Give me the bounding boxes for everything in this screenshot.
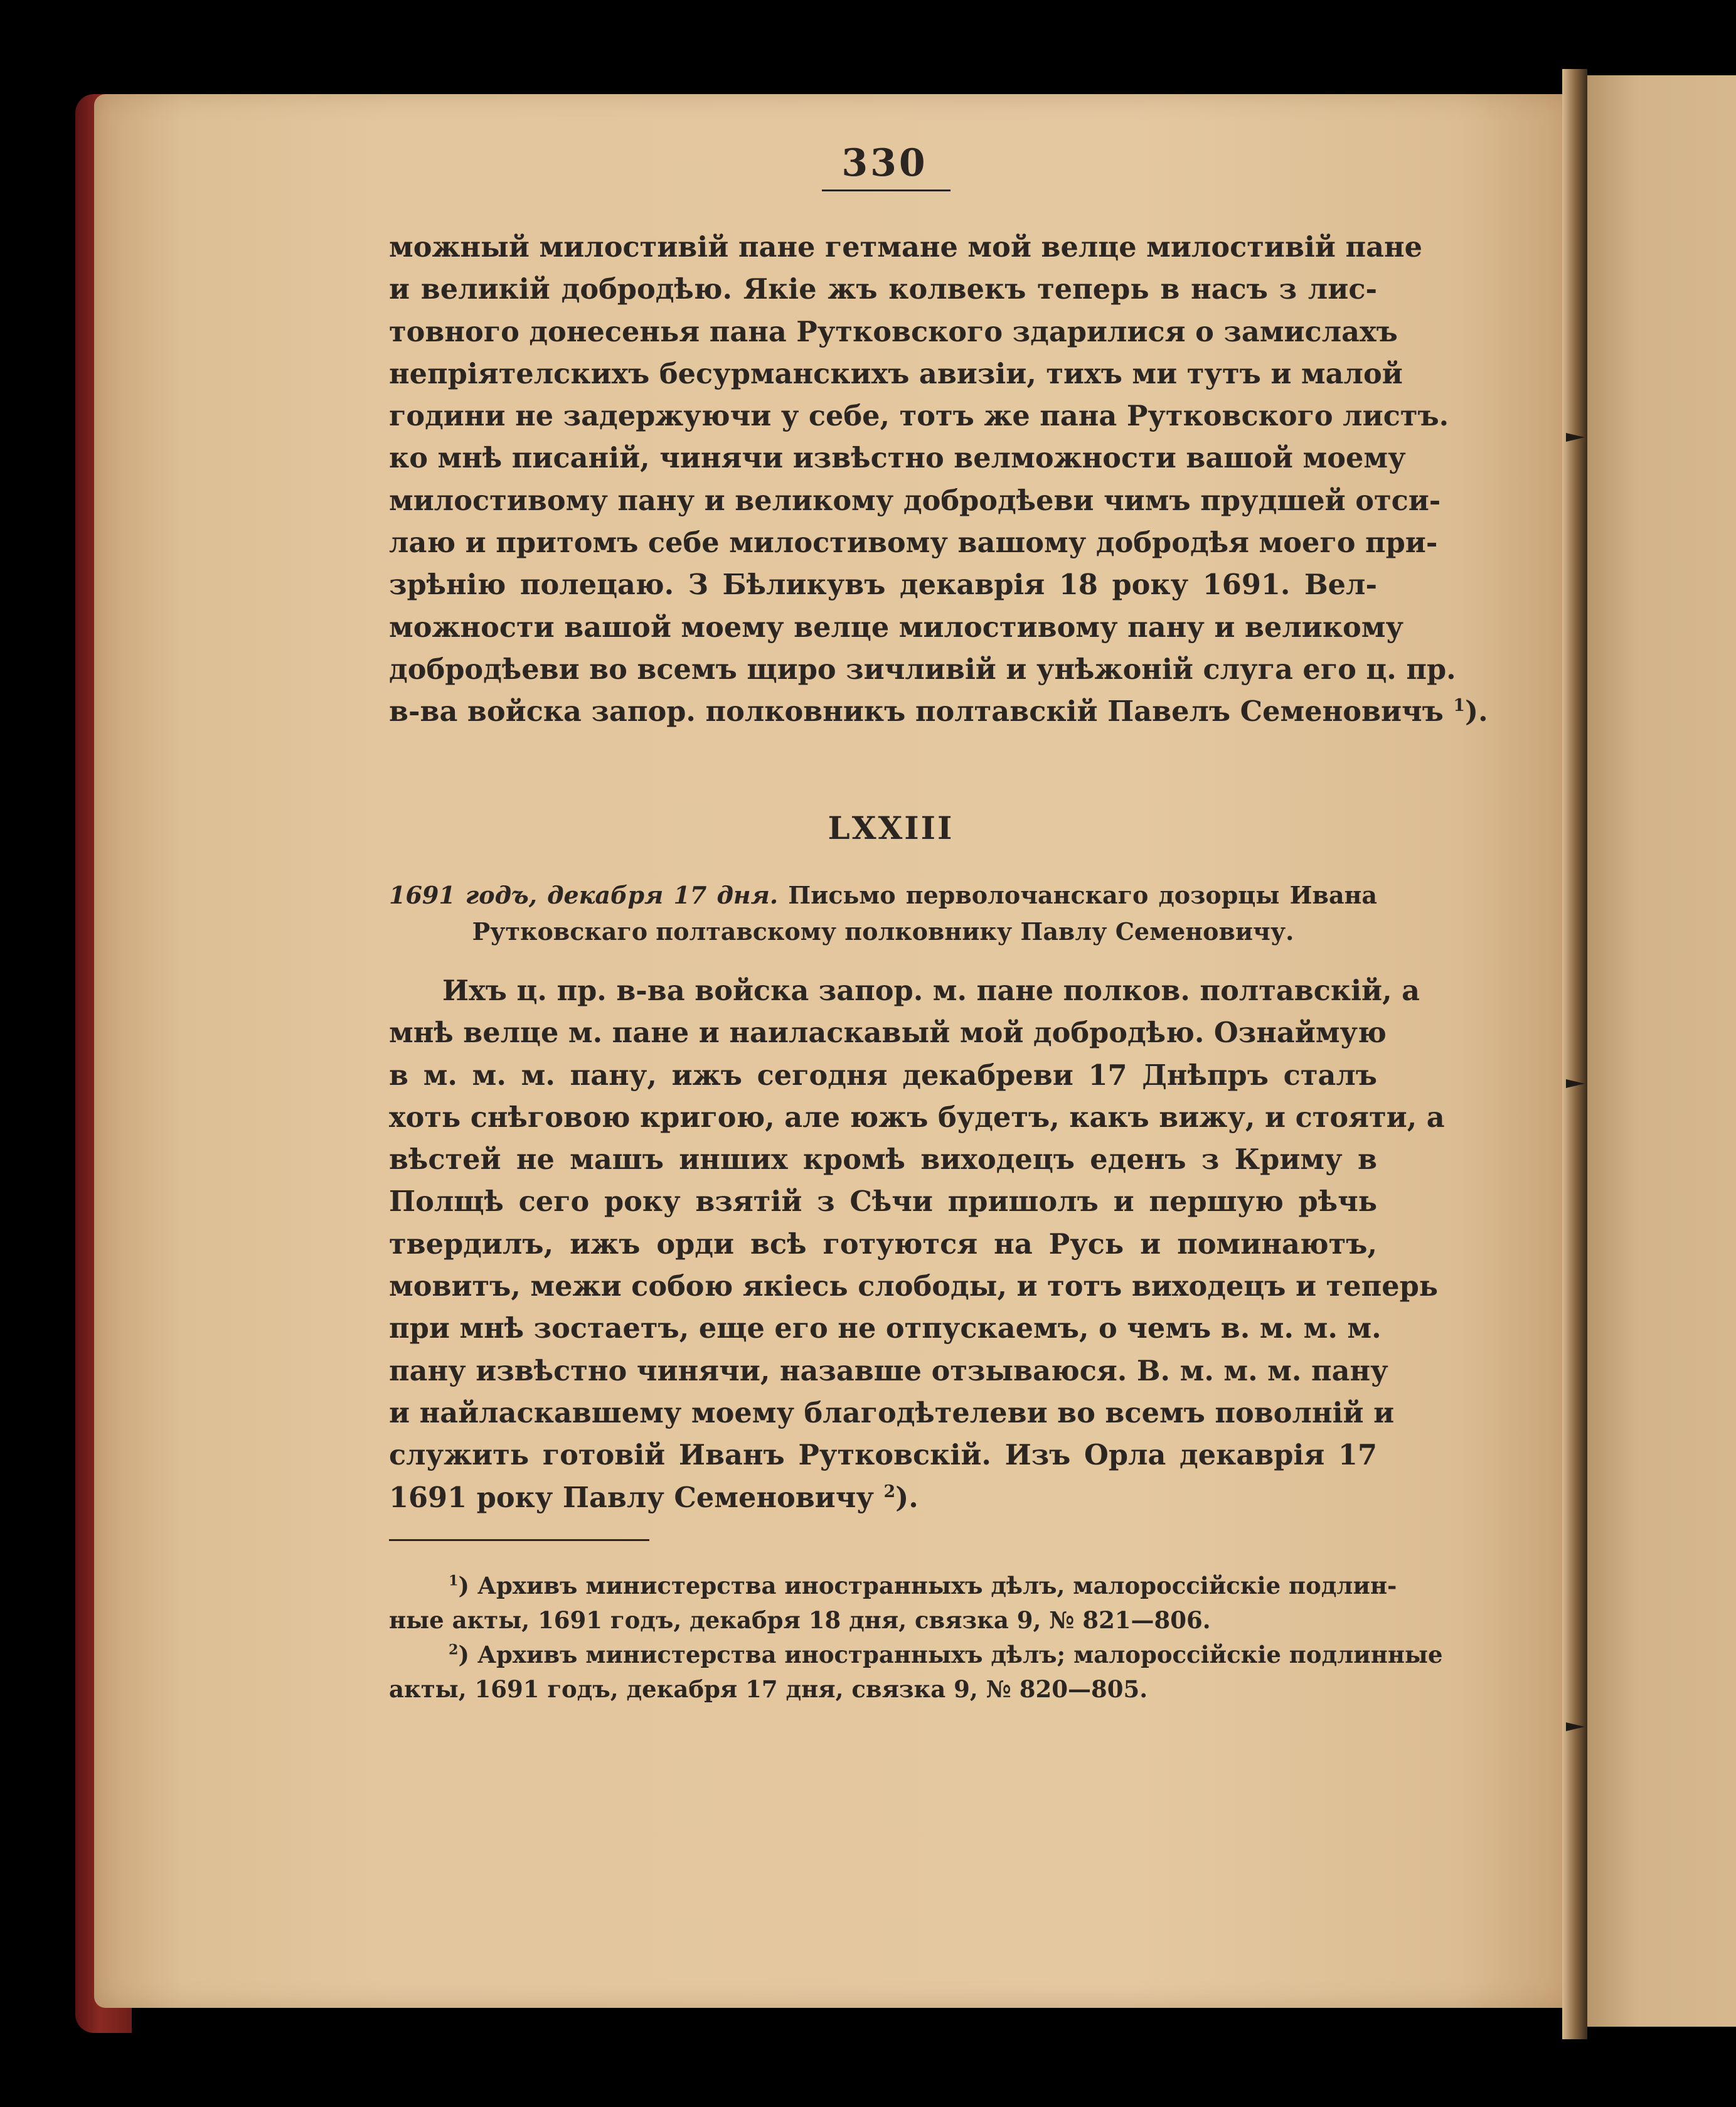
footnote-marker: 1 bbox=[449, 1572, 459, 1589]
text-line: служить готовій Иванъ Рутковскій. Изъ Орла декаврія 17 bbox=[389, 1438, 1377, 1472]
text-line: пану извѣстно чинячи, назавше отзываюся. В. м. м. м. пану bbox=[389, 1353, 1388, 1387]
footnote-2-line-2: акты, 1691 годъ, декабря 17 дня, связка 9, № 820—805. bbox=[389, 1675, 1148, 1703]
text-line: хоть снѣговою кригою, але южъ будетъ, какъ вижу, и стояти, а bbox=[389, 1100, 1445, 1134]
text-line: можности вашой моему велце милостивому пану и великому bbox=[389, 610, 1404, 644]
footnote-rule bbox=[389, 1539, 649, 1541]
section-number: LXXIII bbox=[828, 809, 954, 846]
paragraph-1 bbox=[389, 226, 1488, 733]
text-line-end: ). bbox=[895, 1480, 919, 1514]
footnote-ref: 1 bbox=[1453, 696, 1466, 716]
text-line: при мнѣ зостаетъ, еще его не отпускаемъ, о чемъ в. м. м. м. bbox=[389, 1311, 1382, 1345]
heading-line-1 bbox=[389, 877, 1377, 914]
text-line: в м. м. м. пану, ижъ сегодня декабреви 17 Днѣпръ сталъ bbox=[389, 1058, 1377, 1092]
text-line: твердилъ, ижъ орди всѣ готуются на Русь и поминаютъ, bbox=[389, 1227, 1377, 1261]
text-line: можный милостивій пане гетмане мой велце милостивій пане bbox=[389, 230, 1423, 264]
text-line: лаю и притомъ себе милостивому вашому добродѣя моего при- bbox=[389, 526, 1438, 560]
text-line: и найласкавшему моему благодѣтелеви во всемъ поволній и bbox=[389, 1395, 1395, 1429]
text-line: товного донесенья пана Рутковского здарилися о замислахъ bbox=[389, 314, 1398, 348]
text-line: зрѣнію полецаю. З Бѣликувъ декаврія 18 року 1691. Вел- bbox=[389, 568, 1377, 602]
text-line: Ихъ ц. пр. в-ва войска запор. м. пане полков. полтавскій, а bbox=[442, 974, 1420, 1007]
text-line-end: ). bbox=[1465, 695, 1488, 728]
text-line: 1691 року Павлу Семеновичу bbox=[389, 1480, 874, 1514]
footnote-1-line-2: ные акты, 1691 годъ, декабря 18 дня, связка 9, № 821—806. bbox=[389, 1606, 1211, 1634]
text-line: мнѣ велце м. пане и наиласкавый мой добродѣю. Ознаймую bbox=[389, 1016, 1387, 1050]
text-line: и великій добродѣю. Якіе жъ колвекъ теперь в насъ з лис- bbox=[389, 272, 1377, 306]
facing-page-edge bbox=[1575, 75, 1736, 2027]
document-heading bbox=[389, 877, 1377, 950]
heading-line-2: Рутковскаго полтавскому полковнику Павлу Семеновичу. bbox=[472, 917, 1294, 946]
paragraph-2 bbox=[389, 969, 1445, 1518]
text-line: мовитъ, межи собою якіесь слободы, и тотъ виходецъ и теперь bbox=[389, 1269, 1439, 1303]
text-line: милостивому пану и великому добродѣеви чимъ прудшей отси- bbox=[389, 483, 1441, 517]
page-number-rule bbox=[822, 189, 951, 191]
text-line: непріятелскихъ бесурманскихъ авизіи, тихъ ми тутъ и малой bbox=[389, 356, 1403, 390]
footnote-text: ) Архивъ министерства иностранныхъ дѣлъ, малороссійскіе подлин- bbox=[458, 1572, 1397, 1599]
footnote-text: ) Архивъ министерства иностранныхъ дѣлъ; малороссійскіе подлинные bbox=[458, 1641, 1443, 1668]
text-line: в-ва войска запор. полковникъ полтавскій Павелъ Семеновичъ bbox=[389, 695, 1444, 728]
page-number: 330 bbox=[841, 141, 928, 185]
footnote-1-line-1 bbox=[389, 1569, 1397, 1603]
page-gutter bbox=[1562, 69, 1587, 2039]
heading-date: 1691 годъ, декабря 17 дня. bbox=[389, 881, 779, 909]
text-line: ко мнѣ писаній, чинячи извѣстно велможности вашой моему bbox=[389, 441, 1406, 475]
text-line: години не задержуючи у себе, тотъ же пана Рутковского листъ. bbox=[389, 399, 1449, 433]
footnote-marker: 2 bbox=[449, 1641, 459, 1658]
footnotes bbox=[389, 1569, 1443, 1707]
text-line: Полщѣ сего року взятій з Сѣчи пришолъ и першую рѣчь bbox=[389, 1185, 1377, 1219]
heading-title: Письмо перволочанскаго дозорцы Ивана bbox=[788, 881, 1378, 909]
text-line: добродѣеви во всемъ щиро зичливій и унѣжоній слуга его ц. пр. bbox=[389, 652, 1456, 686]
footnote-2-line-1 bbox=[389, 1638, 1443, 1672]
text-line-final bbox=[389, 1476, 1377, 1518]
footnote-ref: 2 bbox=[883, 1481, 896, 1502]
text-line: вѣстей не машъ инших кромѣ виходецъ еденъ з Криму в bbox=[389, 1143, 1377, 1176]
text-line-final bbox=[389, 690, 1488, 732]
